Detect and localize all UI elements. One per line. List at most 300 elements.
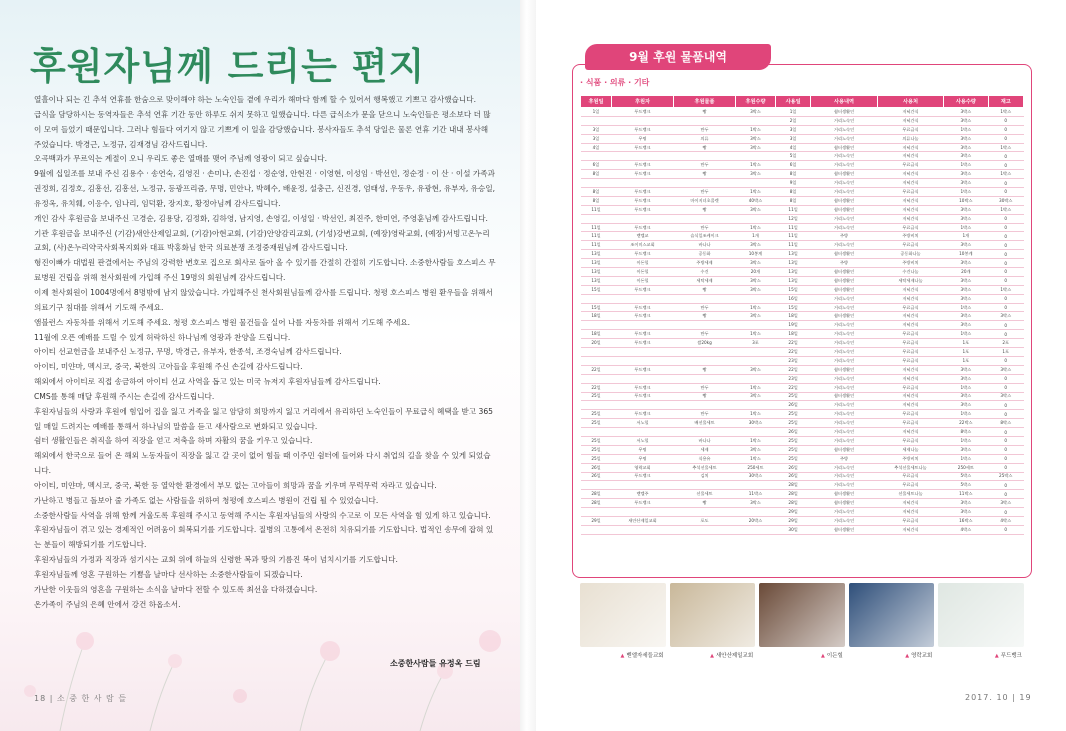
table-cell: 0	[988, 330, 1024, 339]
column-header: 후원일	[581, 96, 612, 108]
table-cell: 5일	[775, 152, 810, 161]
table-cell: 3박스	[944, 179, 988, 188]
table-cell: 빵	[674, 285, 736, 294]
table-row	[581, 294, 1024, 303]
table-cell: 저녁간식	[877, 170, 943, 179]
table-cell: 3박스	[944, 134, 988, 143]
table-cell: 무료급식	[877, 436, 943, 445]
table-cell: 0	[988, 152, 1024, 161]
table-cell: 1박스	[988, 205, 1024, 214]
table-cell: 무료급식	[877, 383, 943, 392]
table-cell: 1박스	[736, 125, 776, 134]
table-cell: 무료급식	[877, 125, 943, 134]
table-row	[581, 525, 1024, 534]
table-cell: 영락교회	[612, 463, 674, 472]
table-cell: 22박스	[944, 419, 988, 428]
table-cell: 1박스	[736, 436, 776, 445]
table-row	[581, 428, 1024, 437]
table-row	[581, 312, 1024, 321]
table-cell: 만두	[674, 410, 736, 419]
table-cell: 쉼터생활인	[811, 205, 877, 214]
table-cell: 6일	[581, 161, 612, 170]
table-cell	[736, 294, 776, 303]
table-cell: 거리노숙인	[811, 152, 877, 161]
table-cell	[581, 428, 612, 437]
table-cell: 0	[988, 161, 1024, 170]
table-cell: 푸드뱅크	[612, 143, 674, 152]
table-cell: 거리노숙인	[811, 116, 877, 125]
letter-paragraph: 온가족이 주님의 은혜 안에서 강건 하옵소서.	[34, 599, 181, 609]
table-cell: 빵	[674, 205, 736, 214]
table-cell: 무료급식	[877, 516, 943, 525]
table-cell: 3박스	[736, 108, 776, 117]
table-cell: 13일	[581, 268, 612, 277]
letter-paragraph: 형진이빠가 대법원 판결에서는 주님의 강력한 변호로 집으로 회사로 돌아 올 수 있기를 간절히 간절히 기도합니다. 소중한사람들 호스피스 무료병원 건립을 위해 천사회원에 가입해 주신 19명의 회원님께 감사드립니다.	[34, 258, 496, 283]
table-cell: 30박스	[988, 196, 1024, 205]
table-cell	[581, 152, 612, 161]
table-cell: 1포	[944, 339, 988, 348]
table-cell: 1박스	[988, 108, 1024, 117]
table-cell: 0	[988, 250, 1024, 259]
photo-caption	[670, 651, 756, 659]
table-row	[581, 276, 1024, 285]
table-cell: 10봉계	[944, 250, 988, 259]
table-cell: 주방세제	[674, 259, 736, 268]
table-row	[581, 259, 1024, 268]
table-cell: 0	[988, 454, 1024, 463]
table-cell: 푸드뱅크	[612, 223, 674, 232]
table-cell: 쉼터생활인	[811, 276, 877, 285]
table-cell: 거리노숙인	[811, 294, 877, 303]
table-cell: 만두	[674, 330, 736, 339]
table-cell: 22일	[581, 383, 612, 392]
donation-photo	[849, 583, 935, 647]
table-cell: 0	[988, 401, 1024, 410]
table-cell: 3박스	[736, 205, 776, 214]
table-cell: 5박스	[944, 481, 988, 490]
table-cell: 3박스	[736, 499, 776, 508]
table-cell: 26일	[581, 472, 612, 481]
table-row	[581, 161, 1024, 170]
table-cell: 주방	[811, 232, 877, 241]
table-cell: 벧엘교	[612, 232, 674, 241]
table-cell: 1박스	[944, 303, 988, 312]
table-cell: 저녁간식	[877, 196, 943, 205]
table-cell: 3박스	[736, 241, 776, 250]
table-row	[581, 339, 1024, 348]
table-cell: 만두	[674, 125, 736, 134]
table-cell: 13일	[775, 268, 810, 277]
table-cell	[736, 508, 776, 517]
table-cell	[674, 152, 736, 161]
table-cell	[581, 294, 612, 303]
table-cell: 의류	[674, 134, 736, 143]
table-row	[581, 179, 1024, 188]
table-cell: 1박스	[736, 188, 776, 197]
table-cell: 쉼터생활인	[811, 196, 877, 205]
table-cell: 25일	[581, 454, 612, 463]
table-cell: 3박스	[988, 499, 1024, 508]
table-cell: 저녁간식	[877, 401, 943, 410]
letter-paragraph: 해외에서 한국으로 들어 온 해외 노동자들이 직장을 잃고 갈 곳이 없어 힘들 때 이주민 쉼터에 들어와 다시 취업의 길을 찾을 수 있게 되었습니다.	[34, 451, 491, 476]
table-cell: 수건나눔	[877, 268, 943, 277]
table-cell: 0	[988, 116, 1024, 125]
table-cell	[612, 356, 674, 365]
table-cell: 포도	[674, 516, 736, 525]
table-row	[581, 205, 1024, 214]
table-cell: 거리노숙인	[811, 428, 877, 437]
table-cell: 푸드뱅크	[612, 303, 674, 312]
table-cell: 이든힐	[612, 276, 674, 285]
table-cell: 22일	[775, 348, 810, 357]
table-cell	[674, 356, 736, 365]
table-cell: 0	[988, 259, 1024, 268]
table-cell: 거리노숙인	[811, 356, 877, 365]
triangle-marker-icon: ▲	[994, 653, 999, 659]
table-cell: 거리노숙인	[811, 401, 877, 410]
table-cell	[736, 179, 776, 188]
table-cell	[674, 116, 736, 125]
table-cell: 3일	[581, 125, 612, 134]
table-cell: 수건	[674, 268, 736, 277]
table-cell: 쉼터생활인	[811, 312, 877, 321]
table-cell: 저녁간식	[877, 312, 943, 321]
table-cell: 13일	[775, 276, 810, 285]
table-cell: 3박스	[944, 312, 988, 321]
table-cell: 무명	[612, 134, 674, 143]
table-cell: 거리노숙인	[811, 134, 877, 143]
photo-caption-text: 이든힐	[826, 653, 843, 659]
table-cell: 3박스	[736, 312, 776, 321]
table-row	[581, 516, 1024, 525]
letter-paragraph: 후원자님들의 사랑과 후원에 힘입어 집을 잃고 거족을 잃고 암담히 희망까지 잃고 거리에서 유리하던 노숙인들이 무료급식 혜택을 받고 365일 매일 드려지는 예배를 통해서 하나님의 말씀을 듣고 새사람으로 변화되고 있습니다.	[34, 406, 493, 431]
table-cell: 3박스	[736, 170, 776, 179]
table-cell: 0	[988, 374, 1024, 383]
table-cell: 저녁간식	[877, 392, 943, 401]
table-cell	[612, 152, 674, 161]
table-cell: 12일	[775, 214, 810, 223]
table-cell: 11박스	[944, 490, 988, 499]
table-cell: 3박스	[736, 143, 776, 152]
table-cell: 식용유	[674, 454, 736, 463]
table-cell: 의류나눔	[877, 134, 943, 143]
table-cell: 11박스	[736, 490, 776, 499]
table-cell: 3박스	[944, 214, 988, 223]
table-cell: 3박스	[736, 276, 776, 285]
table-cell: 3박스	[944, 143, 988, 152]
table-cell: 푸드뱅크	[612, 108, 674, 117]
triangle-marker-icon: ▲	[620, 653, 625, 659]
table-cell: 저녁간식	[877, 525, 943, 534]
table-cell: 3박스	[944, 285, 988, 294]
table-cell: 0	[988, 179, 1024, 188]
table-cell: 쉼터생활인	[811, 143, 877, 152]
table-cell: 25일	[581, 392, 612, 401]
table-cell: 무료급식	[877, 481, 943, 490]
table-cell: 30일	[775, 525, 810, 534]
photo-caption-text: 벧엘자세들교회	[626, 653, 664, 659]
table-cell: 1박스	[736, 410, 776, 419]
table-cell: 9일	[775, 179, 810, 188]
table-row	[581, 436, 1024, 445]
table-cell: 3박스	[944, 365, 988, 374]
table-cell: 26일	[775, 428, 810, 437]
table-cell: 26일	[775, 463, 810, 472]
table-cell: 10봉계	[736, 250, 776, 259]
table-cell: 0	[988, 481, 1024, 490]
table-cell: 배선물세트	[674, 419, 736, 428]
column-header: 사용수량	[944, 96, 988, 108]
table-cell: 11일	[581, 223, 612, 232]
table-cell: 18일	[581, 312, 612, 321]
table-cell: 공동화	[674, 250, 736, 259]
table-cell: 무명	[612, 445, 674, 454]
table-cell: 푸드뱅크	[612, 205, 674, 214]
table-cell: 0	[988, 188, 1024, 197]
table-cell: 1박스	[944, 223, 988, 232]
table-cell: 저녁간식	[877, 179, 943, 188]
table-cell: 25일	[775, 445, 810, 454]
table-cell: 세탁세제	[674, 276, 736, 285]
photo-caption	[938, 651, 1024, 659]
table-cell: 3박스	[944, 152, 988, 161]
table-cell	[674, 214, 736, 223]
table-cell	[674, 401, 736, 410]
table-row	[581, 223, 1024, 232]
table-cell: 29일	[775, 508, 810, 517]
table-cell: 0	[988, 294, 1024, 303]
table-cell: 선물세트나눔	[877, 490, 943, 499]
table-cell	[674, 348, 736, 357]
table-cell: 250세트	[944, 463, 988, 472]
table-cell: 거리노숙인	[811, 223, 877, 232]
table-cell: 25일	[775, 392, 810, 401]
table-cell: 30박스	[736, 472, 776, 481]
table-row	[581, 250, 1024, 259]
table-row	[581, 419, 1024, 428]
table-cell: 저녁간식	[877, 508, 943, 517]
donation-category-label: · 식품 · 의류 · 기타	[580, 78, 650, 87]
table-cell: 거리노숙인	[811, 481, 877, 490]
table-cell: 거리노숙인	[811, 214, 877, 223]
table-cell: 18일	[775, 312, 810, 321]
table-cell: 0	[988, 490, 1024, 499]
table-cell: 주방	[811, 454, 877, 463]
table-cell: 0	[988, 436, 1024, 445]
table-cell: 주방비치	[877, 454, 943, 463]
table-cell: 3박스	[944, 374, 988, 383]
table-cell: 40박스	[736, 196, 776, 205]
letter-paragraph: 9월에 십일조를 보내 주신 김용수 · 송연숙, 김영진 · 손미나, 손진섭 · 정순영, 안현진 · 이영현, 이성임 · 박선인, 정순정 · 이 산 · 이설 가족과 권정희, 김정호, 김흥선, 김흥선, 노정규, 등광프리즘, 무명, 민안나, 박혜수, 배윤정, 설충근, 신진경, 엄태성, 우동우, 유광현, 유부자, 유승일, 유정옥, 유치훼, 이응수, 임나리, 임덕환, 장지호, 황정아님께 감사드립니다.	[34, 169, 496, 208]
table-cell: 3박스	[944, 205, 988, 214]
table-cell: 16박스	[944, 516, 988, 525]
table-cell: 13일	[775, 250, 810, 259]
table-cell: 푸드뱅크	[612, 125, 674, 134]
table-cell: 19일	[775, 321, 810, 330]
table-cell: 주방	[811, 259, 877, 268]
table-cell: 1박스	[736, 454, 776, 463]
table-cell: 저녁간식	[877, 143, 943, 152]
table-cell: 습식일조케이크	[674, 232, 736, 241]
table-header-row	[581, 96, 1024, 108]
letter-paragraph: 해외에서 아이티로 직접 송금하여 아이티 선교 사역을 돕고 있는 미국 뉴저지 후원자님들께 감사드립니다.	[34, 377, 381, 387]
table-row	[581, 134, 1024, 143]
table-cell: 13일	[775, 259, 810, 268]
table-cell: 3일	[775, 134, 810, 143]
table-cell: 3박스	[736, 285, 776, 294]
table-cell	[612, 321, 674, 330]
table-cell: 4박스	[944, 525, 988, 534]
letter-paragraph: 후원자님들이 겪고 있는 경제적인 어려움이 회복되기를 기도합니다. 질병의 고통에서 온전히 치유되기를 기도합니다. 법적인 송무에 잡혀 있는 분들이 해방되기를 기도합니다.	[34, 525, 494, 550]
table-cell: 2일	[775, 116, 810, 125]
table-cell: 23일	[775, 356, 810, 365]
triangle-marker-icon: ▲	[905, 653, 910, 659]
table-cell: 푸드뱅크	[612, 285, 674, 294]
letter-paragraph: 후원자님들의 가정과 직장과 섬기시는 교회 위에 하늘의 신령한 복과 땅의 기름진 복이 넘치시기를 기도합니다.	[34, 555, 398, 565]
table-cell: 11일	[581, 241, 612, 250]
letter-paragraph: 후원자님들께 영혼 구원하는 기쁨을 날마다 선사하는 소중한사람들이 되겠습니다.	[34, 570, 303, 579]
table-cell: 1일	[775, 108, 810, 117]
table-cell: 푸드뱅크	[612, 499, 674, 508]
table-cell: 거리노숙인	[811, 516, 877, 525]
photo-caption	[759, 651, 845, 659]
table-cell: 3포	[736, 339, 776, 348]
table-cell: 선물세트	[674, 490, 736, 499]
table-row	[581, 365, 1024, 374]
table-cell: 26일	[775, 401, 810, 410]
table-cell: 1박스	[736, 330, 776, 339]
table-cell: 3박스	[988, 365, 1024, 374]
table-cell: 만두	[674, 303, 736, 312]
right-page-footer: 2017. 10 | 19	[965, 693, 1032, 702]
table-cell: 마이지녀초콜렛	[674, 196, 736, 205]
table-cell: 8일	[775, 170, 810, 179]
table-cell: 거리노숙인	[811, 463, 877, 472]
table-cell: 무료급식	[877, 223, 943, 232]
table-cell: 4일	[581, 143, 612, 152]
table-row	[581, 356, 1024, 365]
donation-items-table	[580, 95, 1024, 535]
table-row	[581, 392, 1024, 401]
table-cell: 거리노숙인	[811, 383, 877, 392]
table-cell: 1박스	[988, 143, 1024, 152]
table-cell: 15일	[581, 303, 612, 312]
photo-captions	[580, 651, 1024, 659]
column-header: 재고	[988, 96, 1024, 108]
table-cell	[581, 116, 612, 125]
table-cell: 거리노숙인	[811, 330, 877, 339]
table-cell: 8일	[581, 170, 612, 179]
table-cell	[581, 179, 612, 188]
table-cell: 공동화나눔	[877, 250, 943, 259]
donation-photo	[759, 583, 845, 647]
table-cell	[612, 294, 674, 303]
table-cell: 8일	[581, 196, 612, 205]
table-cell: 3박스	[944, 445, 988, 454]
table-cell: 11일	[775, 232, 810, 241]
table-cell: 13일	[581, 276, 612, 285]
table-cell: 28일	[775, 481, 810, 490]
table-row	[581, 125, 1024, 134]
triangle-marker-icon: ▲	[820, 653, 825, 659]
table-cell: 이든힐	[612, 268, 674, 277]
table-cell: 15일	[581, 285, 612, 294]
letter-paragraph: 급식을 담당하시는 동역자들은 추석 연휴 기간 동안 하루도 쉬지 못하고 일했습니다. 다른 급식소가 문을 닫으니 노숙인들은 평소보다 더 많이 모여 들었기 때문입니다. 그러나 힘들다 여기지 않고 기쁘게 이 일을 감당했습니다. 봉사자들도 추석 당일은 물론 연휴 기간 내내 봉사해 주었습니다. 박경근, 노정규, 김재경님 감사드립니다.	[34, 109, 491, 149]
table-cell	[581, 481, 612, 490]
table-row	[581, 196, 1024, 205]
table-row	[581, 188, 1024, 197]
table-cell: 세제	[674, 445, 736, 454]
table-cell	[674, 294, 736, 303]
table-cell: 푸드뱅크	[612, 196, 674, 205]
table-cell	[612, 401, 674, 410]
table-cell: 빵	[674, 365, 736, 374]
table-cell: 1포	[944, 348, 988, 357]
table-cell: 빵	[674, 108, 736, 117]
table-cell: 25일	[775, 436, 810, 445]
table-cell: 저녁간식	[877, 152, 943, 161]
table-cell: 세탁세제나눔	[877, 276, 943, 285]
letter-paragraph: 아이티, 미얀마, 멕시코, 중국, 북한의 고아들을 후원해 주신 손길에 감사드립니다.	[34, 362, 303, 372]
table-cell: 11일	[581, 232, 612, 241]
table-cell	[674, 525, 736, 534]
table-cell: 8박스	[988, 419, 1024, 428]
table-cell: 3박스	[944, 401, 988, 410]
table-cell: 쉼터생활인	[811, 525, 877, 534]
table-cell: 0	[988, 428, 1024, 437]
table-row	[581, 152, 1024, 161]
table-cell: 쉼터생활인	[811, 285, 877, 294]
table-cell: 1박스	[944, 436, 988, 445]
letter-paragraph: 열흘이나 되는 긴 추석 연휴를 한숨으로 맞이해야 하는 노숙인들 곁에 우리가 해마다 함께 할 수 있어서 행복했고 기쁘고 감사했습니다.	[34, 95, 476, 104]
table-cell: 28일	[775, 490, 810, 499]
table-row	[581, 285, 1024, 294]
table-cell: 쉼터생활인	[811, 250, 877, 259]
table-cell: 거리노숙인	[811, 161, 877, 170]
table-cell	[612, 481, 674, 490]
table-cell	[581, 525, 612, 534]
letter-paragraph: CMS를 통해 매달 후원해 주시는 손길에 감사드립니다.	[34, 391, 215, 401]
table-cell	[612, 348, 674, 357]
table-cell: 30박스	[736, 419, 776, 428]
table-cell: 25일	[581, 419, 612, 428]
table-row	[581, 499, 1024, 508]
table-cell: 11일	[581, 205, 612, 214]
table-cell: 3일	[775, 125, 810, 134]
letter-paragraph: 이제 천사회원이 1004명에서 8명밖에 남지 않았습니다. 가입해주신 천사회원님들께 감사를 드립니다. 청평 호스피스 병원 환우들을 위해서 의료기구 침대를 위해서 기도해 주세요.	[34, 287, 493, 312]
table-cell: 저녁간식	[877, 499, 943, 508]
column-header: 사용일	[775, 96, 810, 108]
letter-title: 후원자님께 드리는 편지	[30, 44, 426, 88]
table-cell: 22일	[775, 383, 810, 392]
table-cell: 8박스	[944, 428, 988, 437]
table-row	[581, 481, 1024, 490]
table-cell	[736, 374, 776, 383]
table-cell: 거리노숙인	[811, 436, 877, 445]
table-row	[581, 490, 1024, 499]
column-header: 사용내역	[811, 96, 877, 108]
table-cell	[581, 374, 612, 383]
table-cell: 1박스	[736, 161, 776, 170]
table-cell	[581, 321, 612, 330]
table-cell	[581, 214, 612, 223]
table-cell: 0	[988, 356, 1024, 365]
table-cell	[736, 348, 776, 357]
table-row	[581, 268, 1024, 277]
table-cell: 쉼터생활인	[811, 268, 877, 277]
table-cell: 푸드뱅크	[612, 170, 674, 179]
table-cell: 3박스	[736, 259, 776, 268]
